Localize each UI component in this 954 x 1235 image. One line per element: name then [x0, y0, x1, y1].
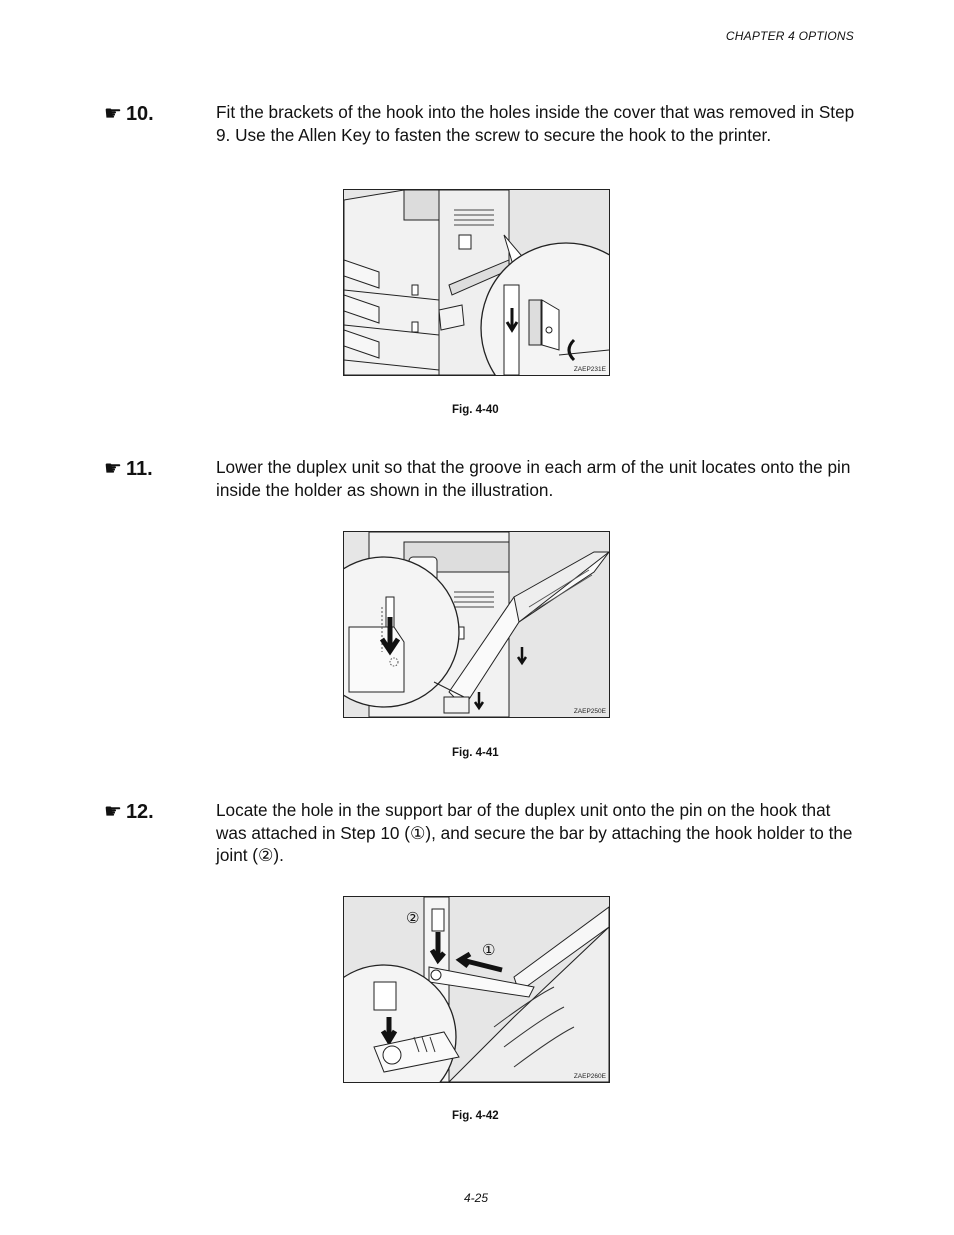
page-number: 4-25: [464, 1191, 489, 1205]
pointing-hand-icon: ☛: [104, 103, 122, 125]
figure-4-41: [343, 531, 610, 718]
figure-caption: Fig. 4-41: [452, 747, 499, 759]
figure-caption: Fig. 4-42: [452, 1110, 499, 1122]
figure-code: ZAEP231E: [573, 366, 606, 373]
callout-2: ②: [406, 910, 420, 927]
pointing-hand-icon: ☛: [104, 458, 122, 480]
figure-4-40: [343, 189, 610, 376]
step-number: ☛ 12.: [104, 801, 154, 823]
support-bar-hook-illustration: [344, 897, 609, 1082]
step-number: ☛ 11.: [104, 458, 153, 480]
step-instruction: Lower the duplex unit so that the groove in each arm of the unit locates onto the pin inside the holder as shown in the illustration.: [216, 457, 851, 500]
figure-caption: Fig. 4-40: [452, 404, 499, 416]
figure-4-42: [343, 896, 610, 1083]
callout-1: ①: [482, 942, 496, 959]
step-number: ☛ 10.: [104, 103, 154, 125]
pointing-hand-icon: ☛: [104, 801, 122, 823]
duplex-unit-illustration: [344, 532, 609, 717]
step-instruction: Locate the hole in the support bar of the duplex unit onto the pin on the hook that was attached in Step 10 (①), and secure the bar by attaching the hook holder to the joint (②).: [216, 800, 853, 865]
figure-code: ZAEP260E: [573, 1073, 606, 1080]
step-instruction: Fit the brackets of the hook into the holes inside the cover that was removed in Step 9. Use the Allen Key to fasten the screw to secure the hook to the printer.: [216, 102, 855, 145]
chapter-header: CHAPTER 4 OPTIONS: [725, 29, 854, 43]
figure-code: ZAEP250E: [573, 708, 606, 715]
printer-hook-illustration: [344, 190, 609, 375]
